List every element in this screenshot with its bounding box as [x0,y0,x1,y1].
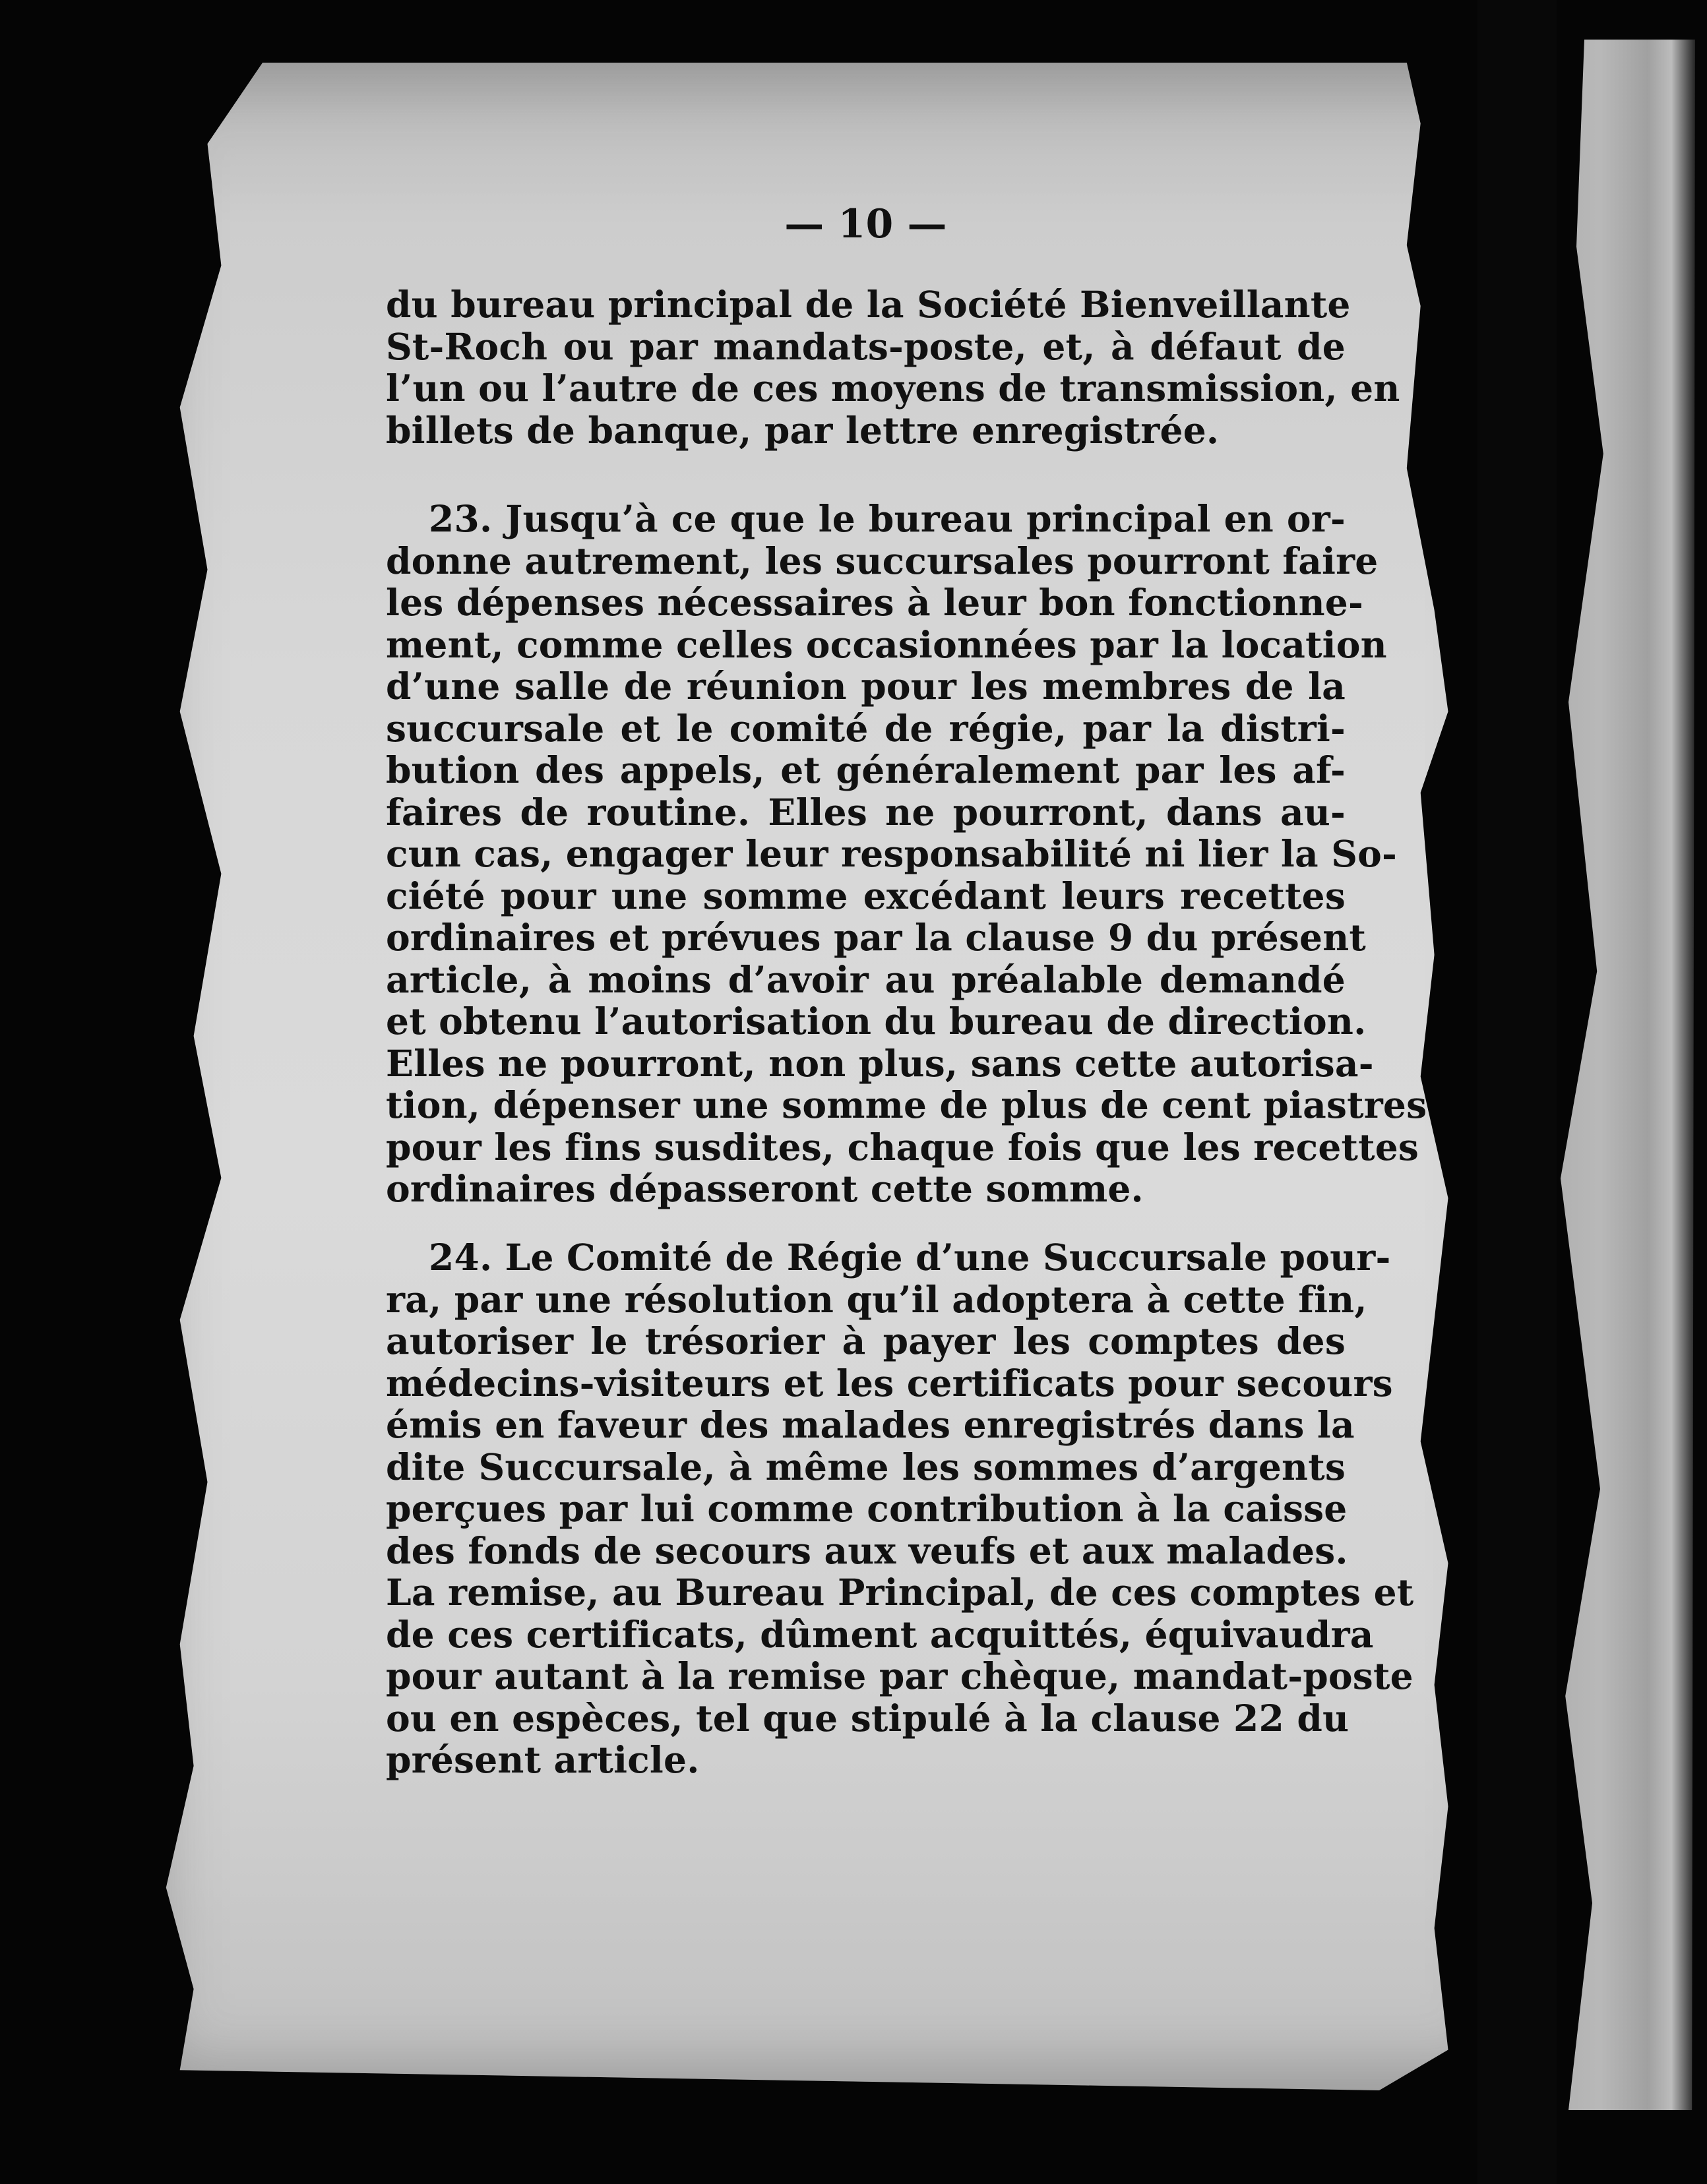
page-number: — 10 — [784,201,947,247]
text-line: de ces certificats, dûment acquittés, équivaudra [386,1612,1374,1656]
text-line: Elles ne pourront, non plus, sans cette autorisa- [386,1041,1374,1085]
paragraph-clause-23 [386,497,1427,1210]
text-line: La remise, au Bureau Principal, de ces comptes et [386,1571,1414,1614]
adjacent-page-edge [1537,40,1695,2110]
text-line: ra, par une résolution qu’il adoptera à cette fin, [386,1277,1367,1321]
text-line: ou en espèces, tel que stipulé à la clause 22 du [386,1696,1350,1740]
text-line: faires de routine. Elles ne pourront, dans au- [386,790,1346,834]
text-line: donne autrement, les succursales pourront faire [386,539,1379,582]
text-line: article, à moins d’avoir au préalable demandé [386,957,1346,1001]
text-line: autoriser le trésorier à payer les comptes des [386,1320,1346,1362]
text-line: présent article. [386,1738,700,1781]
text-line: succursale et le comité de régie, par la distri- [386,706,1346,750]
text-line: billets de banque, par lettre enregistrée. [386,408,1220,452]
text-line: St-Roch ou par mandats-poste, et, à défaut de [386,324,1346,368]
text-line: les dépenses nécessaires à leur bon fonctionne- [386,581,1364,624]
text-line: ordinaires dépasseront cette somme. [386,1167,1144,1210]
text-line: perçues par lui comme contribution à la caisse [386,1487,1348,1530]
text-line: dite Succursale, à même les sommes d’argents [386,1445,1346,1488]
text-line: pour les fins susdites, chaque fois que les recettes [386,1125,1419,1168]
text-line: médecins-visiteurs et les certificats pour secours [386,1361,1393,1405]
paragraph-continued [386,283,1400,452]
text-line: 23. Jusqu’à ce que le bureau principal en or- [429,497,1346,540]
text-line: ciété pour une somme excédant leurs recettes [386,874,1346,917]
text-line: 24. Le Comité de Régie d’une Succursale pour- [429,1236,1391,1279]
text-line: ordinaires et prévues par la clause 9 du présent [386,916,1367,959]
binding-shadow [1477,0,1557,2184]
text-line: et obtenu l’autorisation du bureau de direction. [386,1000,1367,1043]
text-line: pour autant à la remise par chèque, mandat-poste [386,1654,1413,1697]
text-line: émis en faveur des malades enregistrés dans la [386,1403,1355,1446]
text-line: tion, dépenser une somme de plus de cent piastres [386,1083,1427,1126]
text-line: des fonds de secours aux veufs et aux malades. [386,1529,1348,1572]
text-line: ment, comme celles occasionnées par la location [386,622,1387,666]
text-line: bution des appels, et généralement par les af- [386,748,1346,791]
text-line: d’une salle de réunion pour les membres de la [386,665,1346,708]
text-line: cun cas, engager leur responsabilité ni lier la So- [386,832,1398,875]
paragraph-clause-24 [386,1236,1414,1781]
text-line: l’un ou l’autre de ces moyens de transmission, en [386,367,1400,410]
text-line: du bureau principal de la Société Bienveillante [386,283,1351,326]
